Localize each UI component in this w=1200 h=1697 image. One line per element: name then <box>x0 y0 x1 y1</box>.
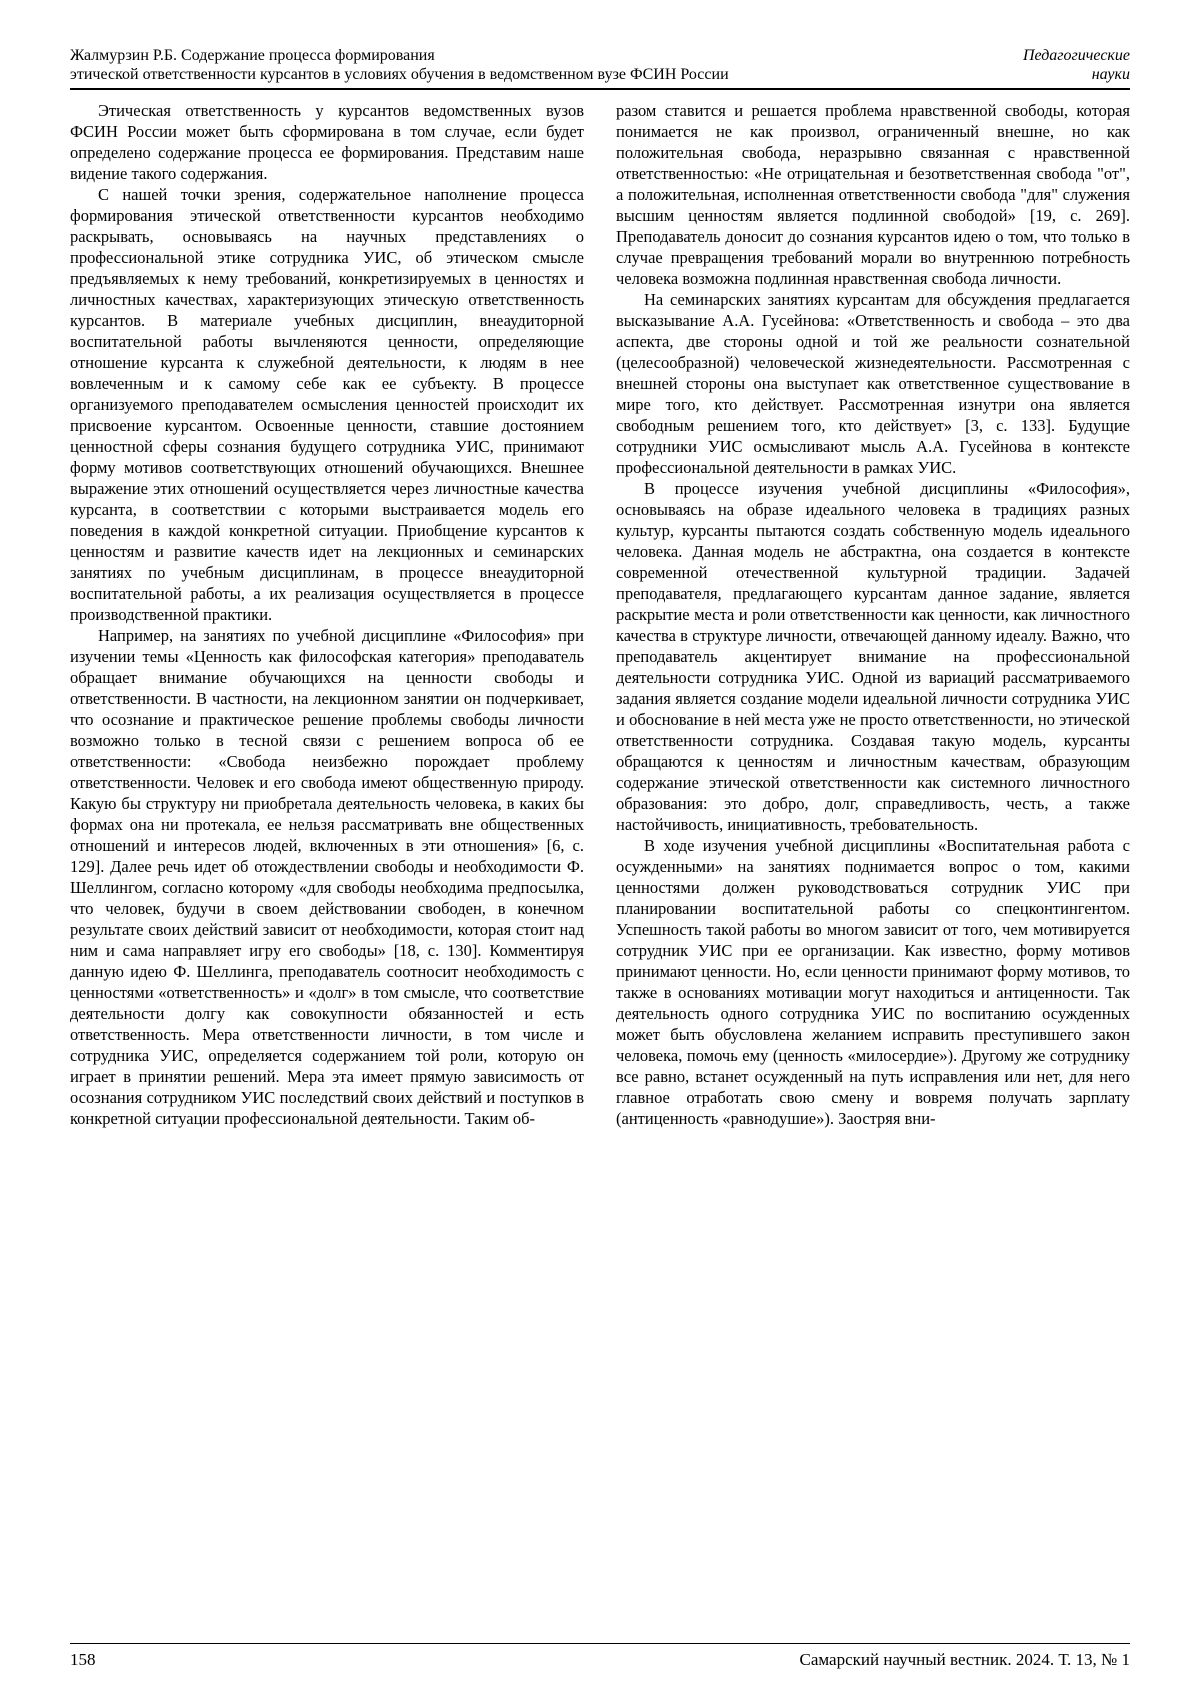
section-label-line1: Педагогические <box>1022 47 1130 64</box>
paragraph: Например, на занятиях по учебной дисциплине «Философия» при изучении темы «Ценность как философская категория» преподаватель обращает внимание обучающихся на ценности свободы и ответственности. В частности, на лекционном занятии он подчеркивает, что осознание и практическое решение проблемы свободы личности возможно только в тесной связи с решением вопроса об ее ответственности: «Свобода неизбежно порождает проблему ответственности. Человек и его свобода имеют общественную природу. Какую бы структуру ни приобретала деятельность человека, в каких бы формах она ни протекала, ее нельзя рассматривать вне общественных отношений и интересов людей, включенных в эти отношения» [6, с. 129]. Далее речь идет об отождествлении свободы и необходимости Ф. Шеллингом, согласно которому «для свободы необходима предпосылка, что человек, будучи в своем действовании свободен, в конечном результате своих действий зависит от необходимости, которая стоит над ним и сама направляет игру его свободы» [18, с. 130]. Комментируя данную идею Ф. Шеллинга, преподаватель соотносит необходимость с ценностями «ответственность» и «долг» в том смысле, что соответствие деятельности долгу как совокупности обязанностей и есть ответственность. Мера ответственности личности, в том числе и сотрудника УИС, определяется содержанием той роли, которую он играет в принятии решений. Мера эта имеет прямую зависимость от осознания сотрудником УИС последствий своих действий и поступков в конкретной ситуации профессиональной деятельности. Таким об- <box>70 626 584 1128</box>
right-column <box>616 100 1130 1643</box>
header-divider <box>70 88 1130 90</box>
paragraph: В процессе изучения учебной дисциплины «Философия», основываясь на образе идеального человека в традициях разных культур, курсанты пытаются создать собственную модель идеального человека. Данная модель не абстрактна, она создается в контексте современной отечественной культурной традиции. Задачей преподавателя, предлагающего курсантам данное задание, является раскрытие места и роли ответственности как ценности, как личностного качества в структуре личности, отвечающей данному идеалу. Важно, что преподаватель акцентирует внимание на профессиональной деятельности сотрудника УИС. Одной из вариаций рассматриваемого задания является создание модели идеальной личности сотрудника УИС и обоснование в ней места уже не просто ответственности, но этической ответственности сотрудника. Создавая такую модель, курсанты обращаются к ценностям и личностным качествам, образующим содержание этической ответственности как системного личностного образования: это добро, долг, справедливость, честь, а также настойчивость, инициативность, требовательность. <box>616 479 1130 834</box>
footer-row <box>70 1649 1130 1671</box>
paragraph: В ходе изучения учебной дисциплины «Воспитательная работа с осужденными» на занятиях поднимается вопрос о том, какими ценностями должен руководствоваться сотрудник УИС при планировании воспитательной работы со спецконтингентом. Успешность такой работы во многом зависит от того, чем мотивируется сотрудник УИС при ее организации. Как известно, форму мотивов принимают ценности. Но, если ценности принимают форму мотивов, то также в основаниях мотивации могут находиться и антиценности. Так деятельность одного сотрудника УИС по воспитанию осужденных может быть обусловлена желанием исправить преступившего закон человека, помочь ему (ценность «милосердие»). Другому же сотруднику все равно, встанет осужденный на путь исправления или нет, для него главное отработать свою смену и вовремя получать зарплату (антиценность «равнодушие»). Заостряя вни- <box>616 836 1130 1128</box>
running-title-line2: этической ответственности курсантов в условиях обучения в ведомственном вузе ФСИН России <box>70 66 729 83</box>
article-body <box>70 100 1130 1643</box>
section-label <box>1023 46 1130 84</box>
paragraph: Этическая ответственность у курсантов ведомственных вузов ФСИН России может быть сформирована в том случае, если будет определено содержание процесса ее формирования. Представим наше видение такого содержания. <box>70 101 584 183</box>
paragraph-continuation: разом ставится и решается проблема нравственной свободы, которая понимается не как произвол, ограниченный внешне, но как положительная свобода, неразрывно связанная с нравственной ответственностью: «Не отрицательная и безответственная свобода "от", а положительная, исполненная ответственности свобода "для" служения высшим ценностям является подлинной свободой» [19, с. 269]. Преподаватель доносит до сознания курсантов идею о том, что только в случае превращения требований морали во внутреннюю потребность человека возможна подлинная нравственная свобода личности. <box>616 101 1130 288</box>
footer-divider <box>70 1643 1130 1644</box>
running-title <box>70 46 729 84</box>
left-column <box>70 100 584 1643</box>
page-footer <box>70 1643 1130 1671</box>
page-header <box>70 46 1130 84</box>
paragraph: С нашей точки зрения, содержательное наполнение процесса формирования этической ответственности курсантов необходимо раскрывать, основываясь на научных представлениях о профессиональной этике сотрудника УИС, об этическом смысле предъявляемых к нему требований, конкретизируемых в ценностях и личностных качествах, характеризующих этическую ответственность курсантов. В материале учебных дисциплин, внеаудиторной воспитательной работы вычленяются ценности, определяющие отношение курсанта к служебной деятельности, к людям в нее вовлеченным и к самому себе как ее субъекту. В процессе организуемого преподавателем осмысления ценностей происходит их присвоение курсантом. Освоенные ценности, ставшие достоянием ценностной сферы сознания будущего сотрудника УИС, принимают форму мотивов соответствующих отношений обучающихся. Внешнее выражение этих отношений осуществляется через личностные качества курсанта, в соответствии с которыми выстраивается модель его поведения в каждой конкретной ситуации. Приобщение курсантов к ценностям и развитие качеств идет на лекционных и семинарских занятиях по учебным дисциплинам, в процессе внеаудиторной воспитательной работы, а их реализация осуществляется в процессе производственной практики. <box>70 185 584 624</box>
paragraph: На семинарских занятиях курсантам для обсуждения предлагается высказывание А.А. Гусейнова: «Ответственность и свобода – это два аспекта, две стороны одной и той же реальности сознательной (целесообразной) человеческой жизнедеятельности. Рассмотренная с внешней стороны она выступает как ответственное существование в мире того, кто действует. Рассмотренная изнутри она является свободным решением того, кто действует» [3, с. 133]. Будущие сотрудники УИС осмысливают мысль А.А. Гусейнова в контексте профессиональной деятельности в рамках УИС. <box>616 290 1130 477</box>
page-number: 158 <box>70 1650 96 1669</box>
running-title-line1: Жалмурзин Р.Б. Содержание процесса формирования <box>70 47 435 64</box>
section-label-line2: науки <box>1091 66 1130 83</box>
journal-reference: Самарский научный вестник. 2024. Т. 13, № 1 <box>799 1650 1130 1669</box>
